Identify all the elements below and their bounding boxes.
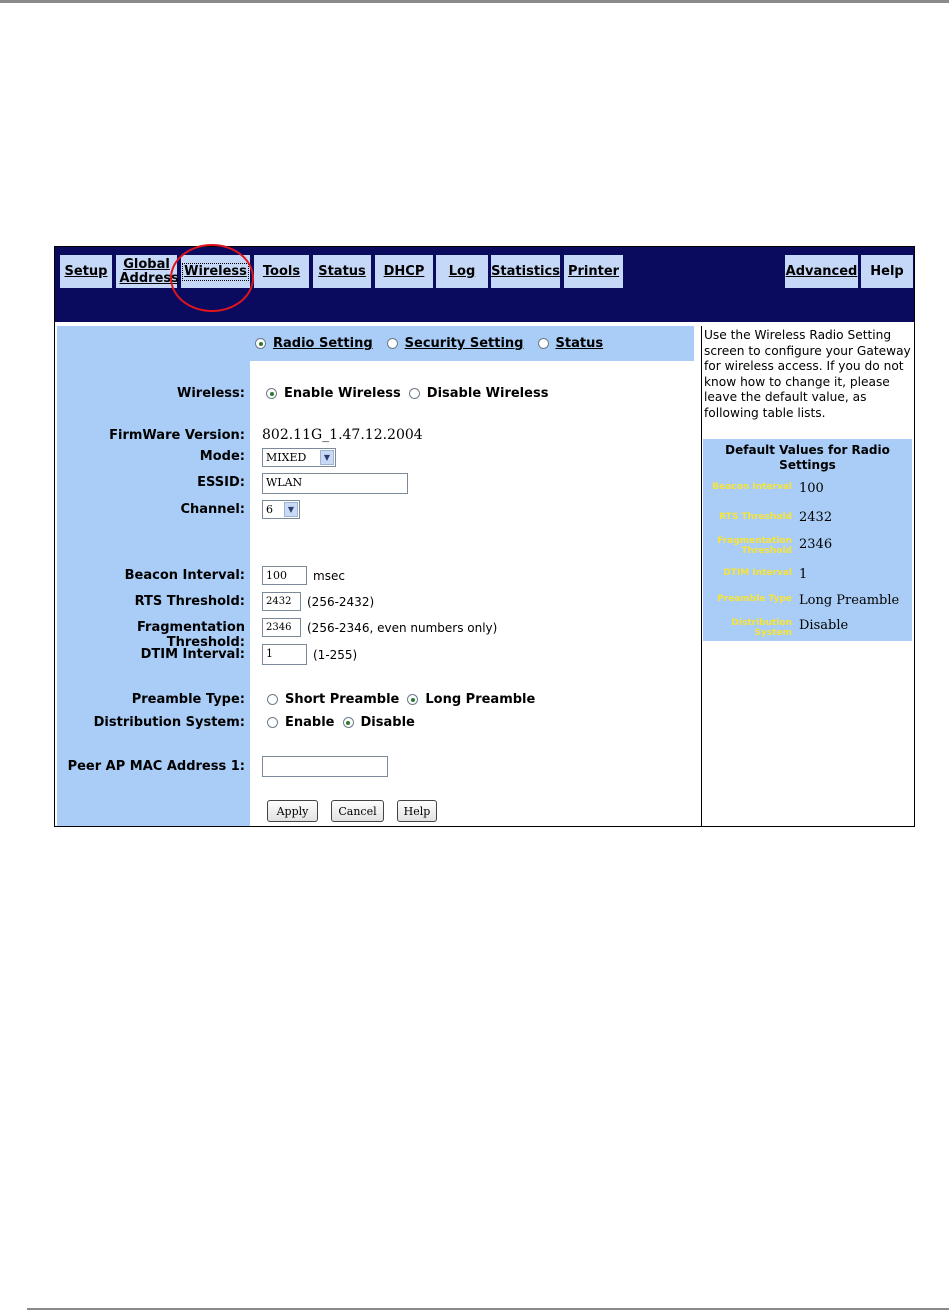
short-preamble-option[interactable] [267,692,399,707]
beacon-interval-unit: msec [313,568,345,583]
default-value-rts: 2432 [799,510,833,525]
default-value-dtim: 1 [799,567,808,582]
rts-row [262,592,374,611]
tab-log[interactable]: Log [436,255,488,288]
tab-global-address[interactable] [116,255,177,288]
long-preamble-label: Long Preamble [425,692,536,707]
beacon-row [262,566,345,585]
subtab-status[interactable] [538,336,604,351]
channel-label: Channel: [180,502,245,517]
long-preamble-option[interactable] [407,692,535,707]
tab-wireless-label: Wireless [184,263,247,279]
defaults-title: Default Values for Radio Settings [725,443,890,472]
peer-row [262,756,388,777]
default-value-preamble: Long Preamble [799,593,900,608]
wireless-options [266,386,556,401]
preamble-type-label: Preamble Type: [131,692,245,707]
distribution-enable-option[interactable] [267,715,335,730]
rts-threshold-label: RTS Threshold: [134,594,245,609]
essid-label: ESSID: [197,475,245,490]
long-preamble-radio-icon[interactable] [407,694,418,705]
rts-threshold-range: (256-2432) [307,594,375,609]
enable-wireless-radio-icon[interactable] [266,388,277,399]
status-radio-icon[interactable] [538,338,549,349]
peer-ap-mac-input[interactable] [262,756,388,777]
default-key-dtim: DTIM Interval [723,568,792,578]
fragmentation-threshold-label: Fragmentation Threshold: [137,620,245,650]
cancel-button[interactable]: Cancel [331,800,384,822]
firmware-version-value: 802.11G_1.47.12.2004 [262,427,423,443]
apply-button[interactable]: Apply [267,800,318,822]
dtim-interval-label: DTIM Interval: [140,647,245,662]
default-value-distribution: Disable [799,618,849,633]
disable-wireless-option[interactable] [409,386,549,401]
dtim-interval-input[interactable]: 1 [262,644,307,665]
subtab-radio-setting-label[interactable]: Radio Setting [273,336,373,351]
security-setting-radio-icon[interactable] [387,338,398,349]
tab-global-address-label: Global Address [119,256,179,286]
mode-select-value: MIXED [266,451,307,464]
tab-printer[interactable]: Printer [564,255,623,288]
channel-select-value: 6 [266,503,273,516]
mode-label: Mode: [199,449,245,464]
fragmentation-threshold-range: (256-2346, even numbers only) [307,620,498,635]
short-preamble-label: Short Preamble [285,692,400,707]
default-key-fragmentation: Fragmentation Threshold [717,536,792,556]
enable-wireless-option[interactable] [266,386,401,401]
distribution-enable-label: Enable [285,715,335,730]
subtab-bar [255,336,617,351]
tab-tools[interactable]: Tools [254,255,309,288]
mode-row [262,448,336,467]
default-key-rts: RTS Threshold [719,512,792,522]
defaults-table [703,439,912,641]
firmware-label: FirmWare Version: [109,428,245,443]
mode-select[interactable] [262,448,336,467]
dtim-interval-range: (1-255) [313,647,358,662]
essid-row [262,473,408,494]
default-key-beacon: Beacon Interval [712,482,792,492]
distribution-options [267,715,423,730]
tab-dhcp[interactable]: DHCP [375,255,433,288]
wireless-label: Wireless: [177,386,245,401]
router-config-window [54,246,915,827]
default-key-preamble: Preamble Type [717,594,792,604]
tab-setup[interactable]: Setup [60,255,112,288]
distribution-system-label: Distribution System: [93,715,245,730]
tab-status[interactable]: Status [313,255,371,288]
default-value-beacon: 100 [799,481,824,496]
rts-threshold-input[interactable]: 2432 [262,592,301,611]
subtab-status-label[interactable]: Status [555,336,604,351]
default-value-fragmentation: 2346 [799,537,833,552]
distribution-enable-radio-icon[interactable] [267,717,278,728]
help-description: Use the Wireless Radio Setting screen to configure your Gateway for wireless access. If you do not know how to change it, please leave the default value, as following table lists. [704,328,911,420]
tab-wireless[interactable] [181,255,250,288]
tab-statistics[interactable]: Statistics [491,255,560,288]
chevron-down-icon[interactable]: ▼ [284,502,298,517]
page-bottom-rule [27,1308,949,1310]
disable-wireless-radio-icon[interactable] [409,388,420,399]
subtab-security-setting[interactable] [387,336,524,351]
radio-setting-radio-icon[interactable] [255,338,266,349]
subtab-radio-setting[interactable] [255,336,373,351]
chevron-down-icon[interactable]: ▼ [320,450,334,465]
tab-advanced[interactable]: Advanced [785,255,858,288]
nav-bar [55,247,914,322]
frag-row [262,618,497,637]
firmware-row [262,427,423,443]
distribution-disable-option[interactable] [343,715,415,730]
short-preamble-radio-icon[interactable] [267,694,278,705]
essid-input[interactable]: WLAN [262,473,408,494]
tab-help[interactable]: Help [861,255,913,288]
subtab-security-setting-label[interactable]: Security Setting [404,336,524,351]
distribution-disable-radio-icon[interactable] [343,717,354,728]
channel-select[interactable] [262,500,300,519]
panel-divider [701,326,702,827]
preamble-options [267,692,543,707]
beacon-interval-input[interactable]: 100 [262,566,307,585]
page-top-rule [0,0,949,3]
dtim-row [262,644,357,665]
enable-wireless-label: Enable Wireless [284,386,401,401]
fragmentation-threshold-input[interactable]: 2346 [262,618,301,637]
channel-row [262,500,300,519]
beacon-interval-label: Beacon Interval: [124,568,245,583]
disable-wireless-label: Disable Wireless [426,386,549,401]
help-button[interactable]: Help [397,800,437,822]
peer-ap-mac-label: Peer AP MAC Address 1: [67,759,245,774]
distribution-disable-label: Disable [360,715,415,730]
default-key-distribution: Distribution System [731,618,792,638]
